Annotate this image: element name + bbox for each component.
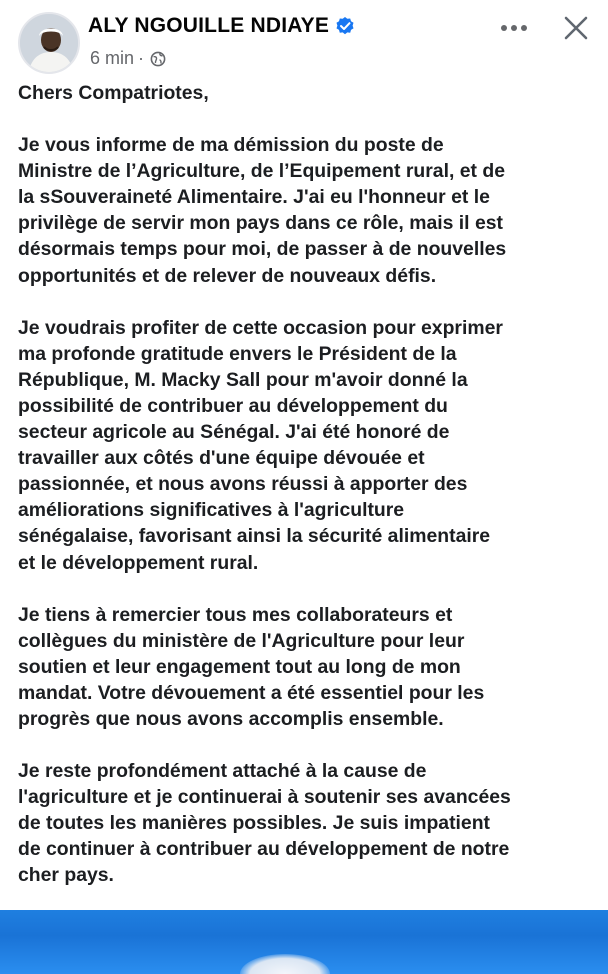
text-line: soutien et leur engagement tout au long de mon xyxy=(18,655,461,678)
text-line: ma profonde gratitude envers le Président de la xyxy=(18,342,457,365)
post-time[interactable]: 6 min xyxy=(90,48,135,68)
text-line: travailler aux côtés d'une équipe dévouée et xyxy=(18,447,425,470)
more-options-button[interactable] xyxy=(496,14,532,42)
author-name[interactable] xyxy=(88,14,355,38)
close-icon xyxy=(563,15,589,41)
post-text xyxy=(18,80,600,915)
paragraph-closing xyxy=(18,758,600,888)
text-line: privilège de servir mon pays dans ce rôle, mais il est xyxy=(18,212,503,235)
meta-separator: · xyxy=(138,48,145,68)
text-line: passionnée, et nous avons réussi à apporter des xyxy=(18,473,468,496)
text-line: sénégalaise, favorisant ainsi la sécurité alimentaire xyxy=(18,525,491,548)
text-line: Je vous informe de ma démission du poste de xyxy=(18,134,444,157)
globe-icon xyxy=(150,51,166,67)
post-meta xyxy=(90,48,166,69)
text-line: Je reste profondément attaché à la cause de xyxy=(18,760,427,783)
text-line: Ministre de l’Agriculture, de l’Equipement rural, et de xyxy=(18,160,506,183)
avatar-portrait-icon xyxy=(20,14,80,74)
text-line: opportunités et de relever de nouveaux défis. xyxy=(18,264,437,287)
text-line: République, M. Macky Sall pour m'avoir donné la xyxy=(18,368,468,391)
text-line: secteur agricole au Sénégal. J'ai été honoré de xyxy=(18,421,450,444)
text-line: Je tiens à remercier tous mes collaborateurs et xyxy=(18,603,453,626)
author-avatar[interactable] xyxy=(18,12,80,74)
text-line: améliorations significatives à l'agriculture xyxy=(18,499,405,522)
paragraph-resignation xyxy=(18,132,600,289)
close-button[interactable] xyxy=(558,10,594,46)
text-line: l'agriculture et je continuerai à soutenir ses avancées xyxy=(18,786,511,809)
text-line: la sSouveraineté Alimentaire. J'ai eu l'honneur et le xyxy=(18,186,490,209)
text-line: désormais temps pour moi, de passer à de nouvelles xyxy=(18,238,507,261)
text-line: Je voudrais profiter de cette occasion pour exprimer xyxy=(18,316,503,339)
text-line: collègues du ministère de l'Agriculture pour leur xyxy=(18,629,465,652)
paragraph-gratitude xyxy=(18,315,600,576)
post-header xyxy=(0,0,608,80)
text-line: cher pays. xyxy=(18,864,114,887)
text-line: possibilité de contribuer au développement du xyxy=(18,394,448,417)
paragraph-thanks xyxy=(18,602,600,732)
text-line: progrès que nous avons accomplis ensemble. xyxy=(18,707,444,730)
image-highlight xyxy=(240,954,330,974)
author-name-text: ALY NGOUILLE NDIAYE xyxy=(88,14,330,37)
greeting-line xyxy=(18,80,600,106)
verified-badge-icon xyxy=(335,16,355,36)
text-line: mandat. Votre dévouement a été essentiel pour les xyxy=(18,681,485,704)
greeting-text: Chers Compatriotes, xyxy=(18,82,209,104)
text-line: et le développement rural. xyxy=(18,551,259,574)
text-line: de toutes les manières possibles. Je suis impatient xyxy=(18,812,491,835)
more-dots-icon xyxy=(499,24,529,32)
attached-image-preview[interactable] xyxy=(0,910,608,974)
text-line: de continuer à contribuer au développement de notre xyxy=(18,838,510,861)
